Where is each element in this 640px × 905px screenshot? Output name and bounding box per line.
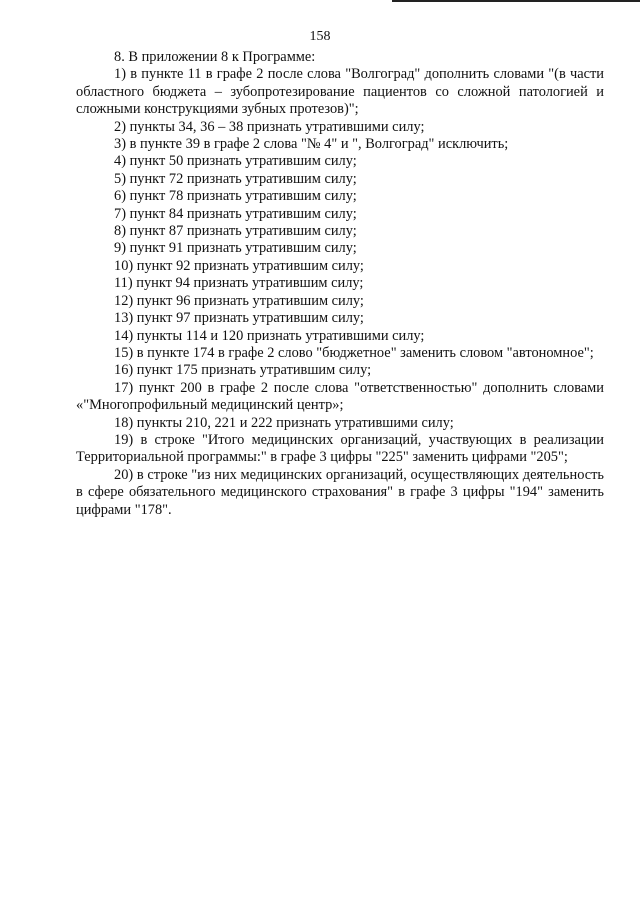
list-item-13: 13) пункт 97 признать утратившим силу;	[114, 310, 364, 327]
page-number: 158	[309, 29, 331, 44]
list-item-17: 17) пункт 200 в графе 2 после слова "ответственностью" дополнить словами «"Многопрофильный медицинский центр»;	[76, 379, 604, 414]
list-item-12: 12) пункт 96 признать утратившим силу;	[114, 292, 364, 309]
list-item-5: 5) пункт 72 признать утратившим силу;	[114, 170, 357, 187]
list-item-3: 3) в пункте 39 в графе 2 слова "№ 4" и ", Волгоград" исключить;	[114, 136, 509, 153]
list-item-8: 8) пункт 87 признать утратившим силу;	[114, 223, 357, 240]
section-heading: 8. В приложении 8 к Программе:	[114, 49, 316, 65]
document-body	[76, 49, 604, 519]
list-item-4: 4) пункт 50 признать утратившим силу;	[114, 153, 357, 170]
list-item-20: 20) в строке "из них медицинских организаций, осуществляющих деятельность в сфере обязательного медицинского страхования" в графе 3 цифры "194" заменить цифрами "178".	[76, 466, 604, 518]
list-item-11: 11) пункт 94 признать утратившим силу;	[114, 275, 364, 292]
top-edge-rule	[392, 0, 640, 2]
list-item-7: 7) пункт 84 признать утратившим силу;	[114, 205, 357, 222]
list-item-9: 9) пункт 91 признать утратившим силу;	[114, 240, 357, 257]
list-item-18: 18) пункты 210, 221 и 222 признать утратившими силу;	[114, 414, 454, 431]
list-item-2: 2) пункты 34, 36 – 38 признать утратившими силу;	[114, 118, 425, 135]
list-item-15: 15) в пункте 174 в графе 2 слово "бюджетное" заменить словом "автономное";	[114, 344, 594, 361]
list-item-19: 19) в строке "Итого медицинских организаций, участвующих в реализации Территориальной программы:" в графе 3 цифры "225" заменить цифрами "205";	[76, 431, 604, 466]
list-item-14: 14) пункты 114 и 120 признать утратившими силу;	[114, 327, 425, 344]
list-item-1: 1) в пункте 11 в графе 2 после слова "Волгоград" дополнить словами "(в части областного бюджета – зубопротезирование пациентов со сложной патологией и сложными конструкциями зубных протезов)";	[76, 66, 604, 118]
list-item-10: 10) пункт 92 признать утратившим силу;	[114, 257, 364, 274]
list-item-16: 16) пункт 175 признать утратившим силу;	[114, 362, 372, 379]
list-item-6: 6) пункт 78 признать утратившим силу;	[114, 188, 357, 205]
